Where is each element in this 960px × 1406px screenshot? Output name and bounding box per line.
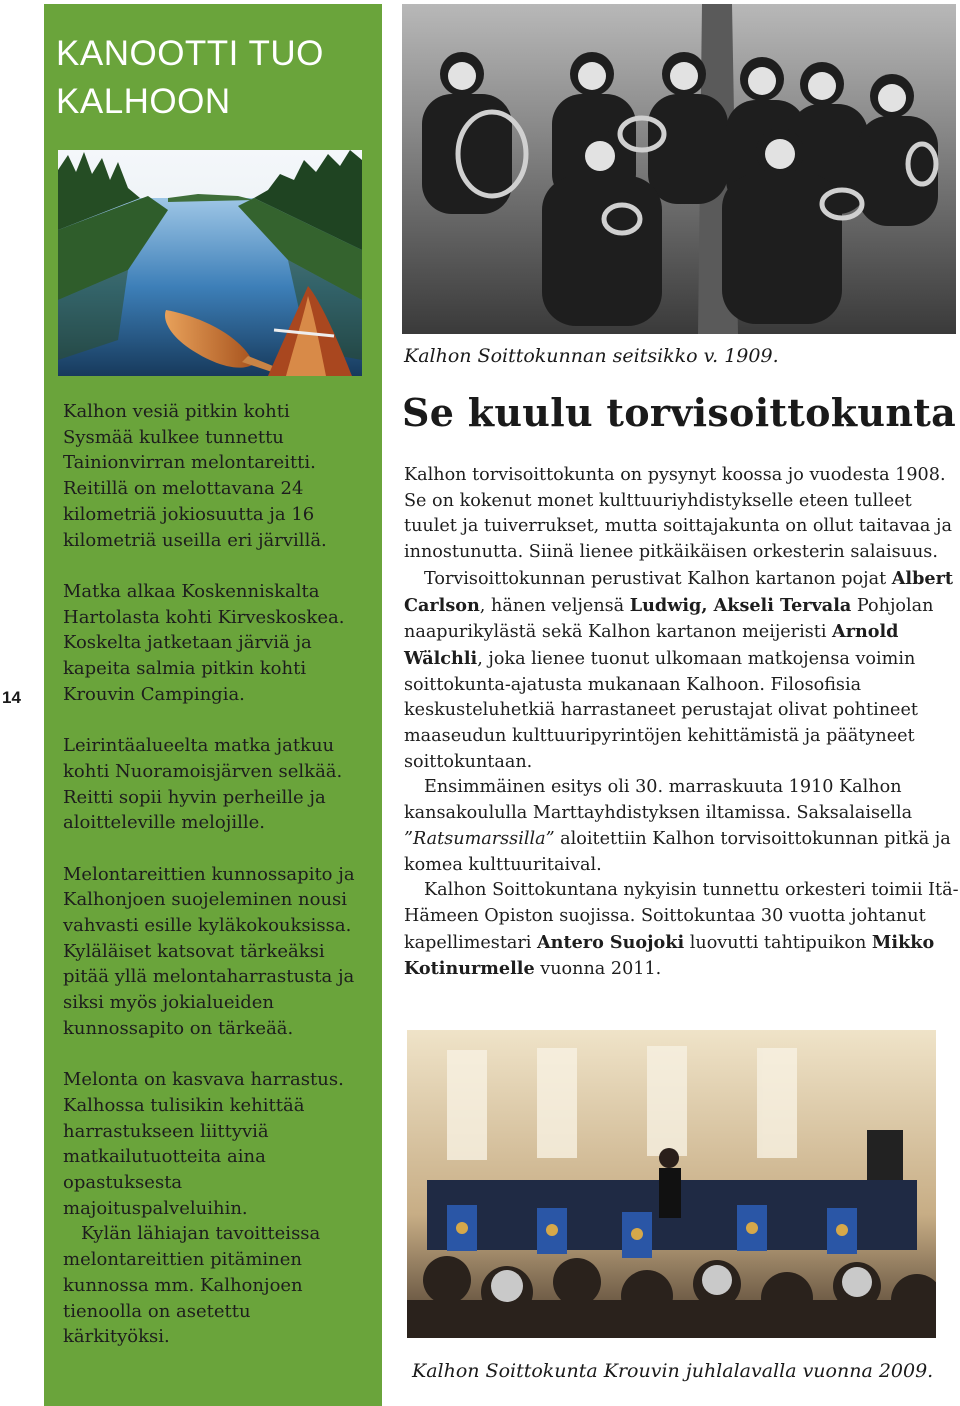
text-run: luovutti tahtipuikon <box>684 932 872 953</box>
article-title: Se kuulu torvisoittokunta <box>402 390 957 435</box>
sidebar-title-line1: KANOOTTI TUO <box>56 34 324 73</box>
article-paragraph-3 <box>404 775 959 878</box>
sidebar-title <box>56 30 324 126</box>
founder-name: Albert Carlson <box>404 567 953 616</box>
concert-photo <box>407 1030 936 1338</box>
sidebar-text <box>63 399 363 1376</box>
sidebar-title-line2: KALHOON <box>56 82 231 121</box>
sidebar-paragraph: Melontareittien kunnossapito ja Kalhonjoen suojeleminen nousi vahvasti esille kyläkokouksissa. Kyläläiset katsovat tärkeäksi pitää yllä melontaharrastusta ja siksi myös jokialueiden kunnossapito on tärkeää. <box>63 863 355 1039</box>
article-paragraph-1: Kalhon torvisoittokunta on pysynyt koossa jo vuodesta 1908. Se on kokenut monet kulttuuriyhdistykselle eteen tulleet tuulet ja tuiverrukset, mutta soittajakunta on ollut taitavaa ja innostunutta. Siinä lienee pitkäikäisen orkesterin salaisuus. <box>404 465 952 563</box>
canoe-river-photo <box>58 150 362 376</box>
conductor-name: Antero Suojoki <box>537 931 685 953</box>
page-number: 14 <box>2 688 21 707</box>
text-run: Torvisoittokunnan perustivat Kalhon kartanon pojat <box>424 568 892 589</box>
text-run: aloitettiin Kalhon torvisoittokunnan pitkä ja komea kulttuuritaival. <box>404 828 951 875</box>
historic-band-photo <box>402 4 956 334</box>
founder-name: Arnold Wälchli <box>404 621 899 669</box>
sidebar-paragraph: Kalhon vesiä pitkin kohti Sysmää kulkee tunnettu Tainionvirran melontareitti. Reitillä on melottavana 24 kilometriä jokiosuutta ja 16 kilometriä useilla eri järvillä. <box>63 401 327 551</box>
text-run: , joka lienee tuonut ulkomaan matkojensa voimin soittokunta-ajatusta mukanaan Kalhoon. Filosofisia keskusteluhetkiä harrastaneet perustajat olivat pohtineet maaseudun kulttuuripyrintöjen kehittämistä ja päätyneet soittokuntaan. <box>404 648 918 772</box>
sidebar-paragraph: Matka alkaa Koskenniskalta Hartolasta kohti Kirveskoskea. Koskelta jatketaan järviä ja kapeita salmia pitkin kohti Krouvin Campingia. <box>63 580 345 705</box>
text-run: vuonna 2011. <box>534 959 662 980</box>
article-paragraph-2 <box>404 566 959 776</box>
photo-caption-top: Kalhon Soittokunnan seitsikko v. 1909. <box>404 345 779 367</box>
photo-caption-bottom: Kalhon Soittokunta Krouvin juhlalavalla vuonna 2009. <box>412 1360 934 1382</box>
founder-name: Ludwig, Akseli Tervala <box>629 594 852 616</box>
conductor-name: Mikko Kotinurmelle <box>404 931 935 980</box>
text-run: , hänen veljensä <box>479 595 630 616</box>
march-title: ”Ratsumarssilla” <box>404 828 555 849</box>
sidebar-panel <box>44 4 382 1406</box>
sidebar-paragraph: Kylän lähiajan tavoitteissa melontareittien pitäminen kunnossa mm. Kalhonjoen tienoolla on asetettu kärkityöksi. <box>63 1223 321 1348</box>
article-paragraph-4 <box>404 878 959 983</box>
text-run: Kalhon Soittokuntana nykyisin tunnettu orkesteri toimii Itä-Hämeen Opiston suojissa. Soittokuntaa 30 vuotta johtanut kapellimestari <box>404 880 959 953</box>
sidebar-paragraph: Melonta on kasvava harrastus. Kalhossa tulisikin kehittää harrastukseen liittyviä matkailutuotteita aina opastuksesta majoituspalveluihin. <box>63 1069 344 1219</box>
sidebar-paragraph: Leirintäalueelta matka jatkuu kohti Nuoramoisjärven selkää. Reitti sopii hyvin perheille ja aloitteleville melojille. <box>63 735 343 834</box>
article-body <box>404 463 959 983</box>
text-run: Pohjolan naapurikylästä sekä Kalhon kartanon meijeristi <box>404 595 934 643</box>
text-run: Ensimmäinen esitys oli 30. marraskuuta 1910 Kalhon kansakoululla Marttayhdistyksen iltamissa. Saksalaisella <box>404 777 913 824</box>
